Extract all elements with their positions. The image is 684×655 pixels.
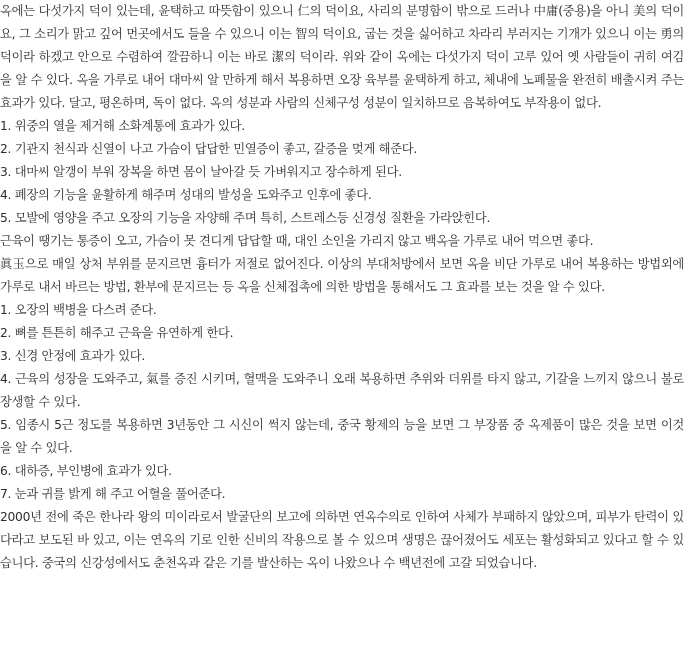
scar-paragraph: 眞玉으로 매일 상처 부위를 문지르면 흉터가 저절로 없어진다. 이상의 부대처방에서 보면 옥을 비단 가루로 내어 복용하는 방법외에 가루로 내서 바르는 방법, 환부에 문지르는 등 옥을 신체접촉에 의한 방법을 통해서도 그 효과를 보는 것을 알 수 있다. <box>0 257 684 294</box>
list-item: 4. 근육의 성장을 도와주고, 氣를 증진 시키며, 혈맥을 도와주니 오래 복용하면 추위와 더위를 타지 않고, 기갈을 느끼지 않으니 불로장생할 수 있다. <box>0 372 684 409</box>
benefits-list-2 <box>0 299 684 506</box>
list-item: 3. 신경 안정에 효과가 있다. <box>0 349 145 363</box>
list-item: 2. 뼈를 튼튼히 해주고 근육을 유연하게 한다. <box>0 326 234 340</box>
muscle-pain-paragraph: 근육이 땡기는 통증이 오고, 가슴이 못 견디게 답답할 때, 대인 소인을 가리지 않고 백옥을 가루로 내어 먹으면 좋다. <box>0 234 594 248</box>
closing-paragraph: 2000년 전에 죽은 한나라 왕의 미이라로서 발굴단의 보고에 의하면 연옥수의로 인하여 사체가 부패하지 않았으며, 피부가 탄력이 있다라고 보도된 바 있고, 이는 연옥의 기로 인한 신비의 작용으로 볼 수 있으며 생명은 끊어졌어도 세포는 활성화되고 있다고 할 수 있습니다. 중국의 신강성에서도 춘천옥과 같은 기를 발산하는 옥이 나왔으나 수 백년전에 고갈 되었습니다. <box>0 510 684 570</box>
list-item: 3. 대마씨 알갱이 부워 장복을 하면 몸이 날아갈 듯 가벼워지고 장수하게 된다. <box>0 165 402 179</box>
intro-paragraph: 옥에는 다섯가지 덕이 있는데, 윤택하고 따뜻함이 있으니 仁의 덕이요, 사리의 분명함이 밖으로 드러나 中庸(중용)을 아니 美의 덕이요, 그 소리가 맑고 깊어 먼곳에서도 들을 수 있으니 이는 智의 덕이요, 굽는 것을 싫어하고 차라리 부러지는 기개가 있으니 이는 勇의 덕이라 하겠고 안으로 수렴하여 깔끔하니 이는 바로 潔의 덕이라. 위와 같이 옥에는 다섯가지 덕이 고루 있어 옛 사람들이 귀히 여김을 알 수 있다. 옥을 가루로 내어 대마씨 알 만하게 해서 복용하면 오장 육부를 윤택하게 하고, 체내에 노폐물을 완전히 배출시켜 주는 효과가 있다. 달고, 평온하며, 독이 없다. 옥의 성분과 사람의 신체구성 성분이 일치하므로 음복하여도 부작용이 없다. <box>0 4 684 110</box>
list-item: 5. 임종시 5근 정도를 복용하면 3년동안 그 시신이 썩지 않는데, 중국 황제의 능을 보면 그 부장품 중 옥제품이 많은 것을 보면 이것을 알 수 있다. <box>0 418 684 455</box>
list-item: 1. 오장의 백병을 다스려 준다. <box>0 303 157 317</box>
list-item: 2. 기관지 천식과 신열이 나고 가슴이 답답한 민열증이 좋고, 갈증을 멎게 해준다. <box>0 142 417 156</box>
list-item: 5. 모발에 영양을 주고 오장의 기능을 자양해 주며 특히, 스트레스등 신경성 질환을 가라앉힌다. <box>0 211 491 225</box>
list-item: 4. 폐장의 기능을 윤활하게 해주며 성대의 발성을 도와주고 인후에 좋다. <box>0 188 372 202</box>
list-item: 1. 위중의 열을 제거해 소화계통에 효과가 있다. <box>0 119 245 133</box>
list-item: 6. 대하증, 부인병에 효과가 있다. <box>0 464 172 478</box>
benefits-list-1 <box>0 115 684 230</box>
list-item: 7. 눈과 귀를 밝게 해 주고 어혈을 풀어준다. <box>0 487 226 501</box>
